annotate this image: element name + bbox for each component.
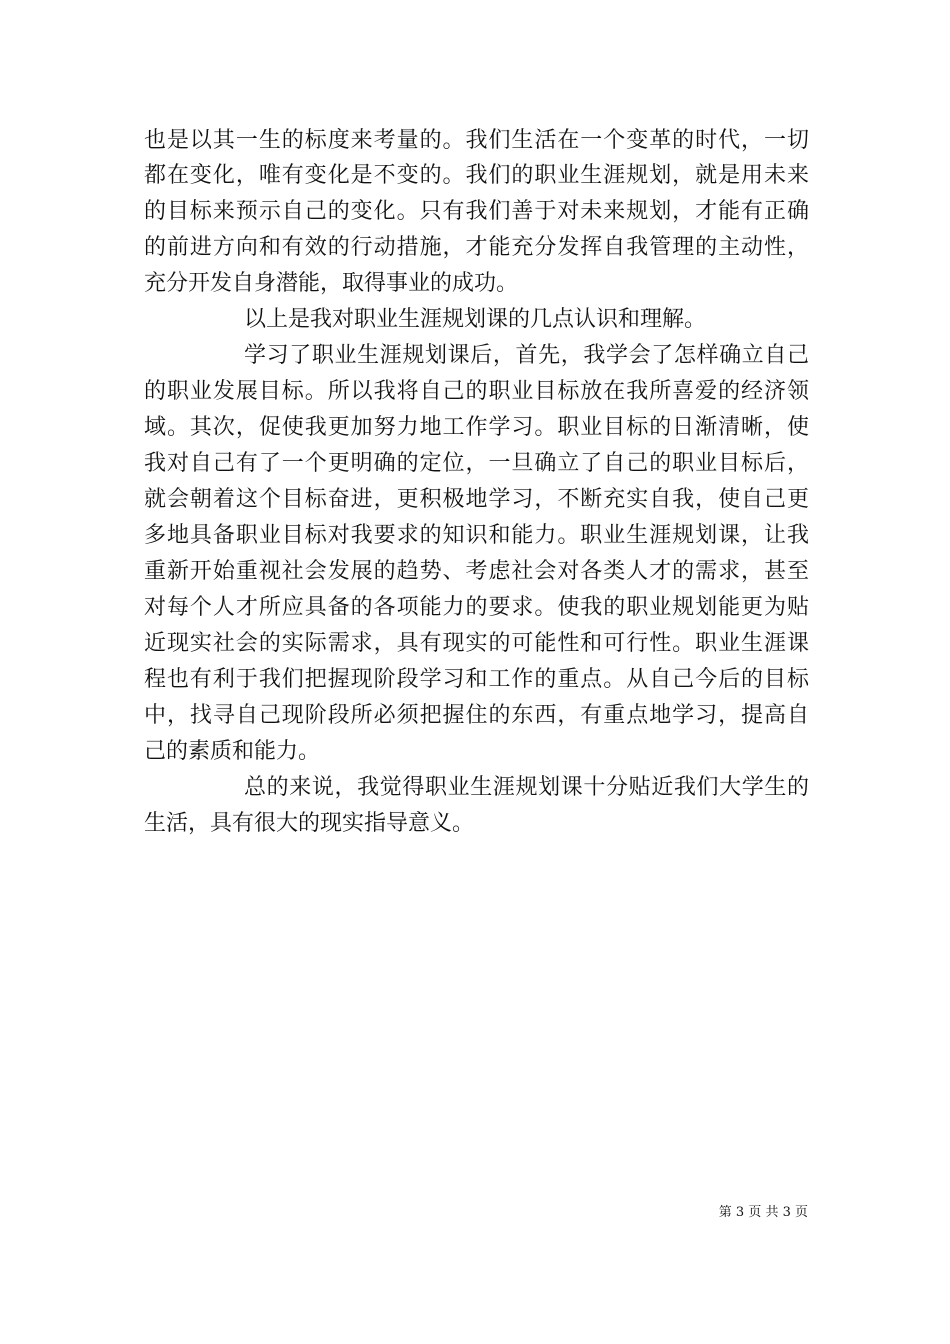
text-line: 就会朝着这个目标奋进，更积极地学习，不断充实自我，使自己更 bbox=[144, 487, 809, 512]
text-line: 的前进方向和有效的行动措施，才能充分发挥自我管理的主动性， bbox=[144, 235, 809, 260]
text-line: 对每个人才所应具备的各项能力的要求。使我的职业规划能更为贴 bbox=[144, 595, 809, 620]
text-line: 中，找寻自己现阶段所必须把握住的东西，有重点地学习，提高自 bbox=[144, 703, 809, 728]
text-line: 重新开始重视社会发展的趋势、考虑社会对各类人才的需求，甚至 bbox=[144, 559, 809, 584]
text-line: 也是以其一生的标度来考量的。我们生活在一个变革的时代，一切 bbox=[144, 128, 809, 153]
text-line: 都在变化，唯有变化是不变的。我们的职业生涯规划，就是用未来 bbox=[144, 163, 809, 188]
text-line: 的职业发展目标。所以我将自己的职业目标放在我所喜爱的经济领 bbox=[144, 379, 809, 404]
text-line: 域。其次，促使我更加努力地工作学习。职业目标的日渐清晰，使 bbox=[144, 415, 809, 440]
text-line: 我对自己有了一个更明确的定位，一旦确立了自己的职业目标后， bbox=[144, 451, 809, 476]
text-line: 以上是我对职业生涯规划课的几点认识和理解。 bbox=[244, 307, 707, 332]
page-number-footer: 第 3 页 共 3 页 bbox=[718, 1205, 808, 1220]
text-line: 学习了职业生涯规划课后，首先，我学会了怎样确立自己 bbox=[244, 343, 809, 368]
text-line: 的目标来预示自己的变化。只有我们善于对未来规划，才能有正确 bbox=[144, 199, 809, 224]
text-line: 生活，具有很大的现实指导意义。 bbox=[144, 811, 475, 836]
text-line: 近现实社会的实际需求，具有现实的可能性和可行性。职业生涯课 bbox=[144, 631, 809, 656]
text-line: 多地具备职业目标对我要求的知识和能力。职业生涯规划课，让我 bbox=[144, 523, 809, 548]
text-line: 程也有利于我们把握现阶段学习和工作的重点。从自己今后的目标 bbox=[144, 667, 809, 692]
text-line: 总的来说，我觉得职业生涯规划课十分贴近我们大学生的 bbox=[244, 775, 809, 800]
text-line: 充分开发自身潜能，取得事业的成功。 bbox=[144, 271, 519, 296]
text-line: 己的素质和能力。 bbox=[144, 739, 321, 764]
